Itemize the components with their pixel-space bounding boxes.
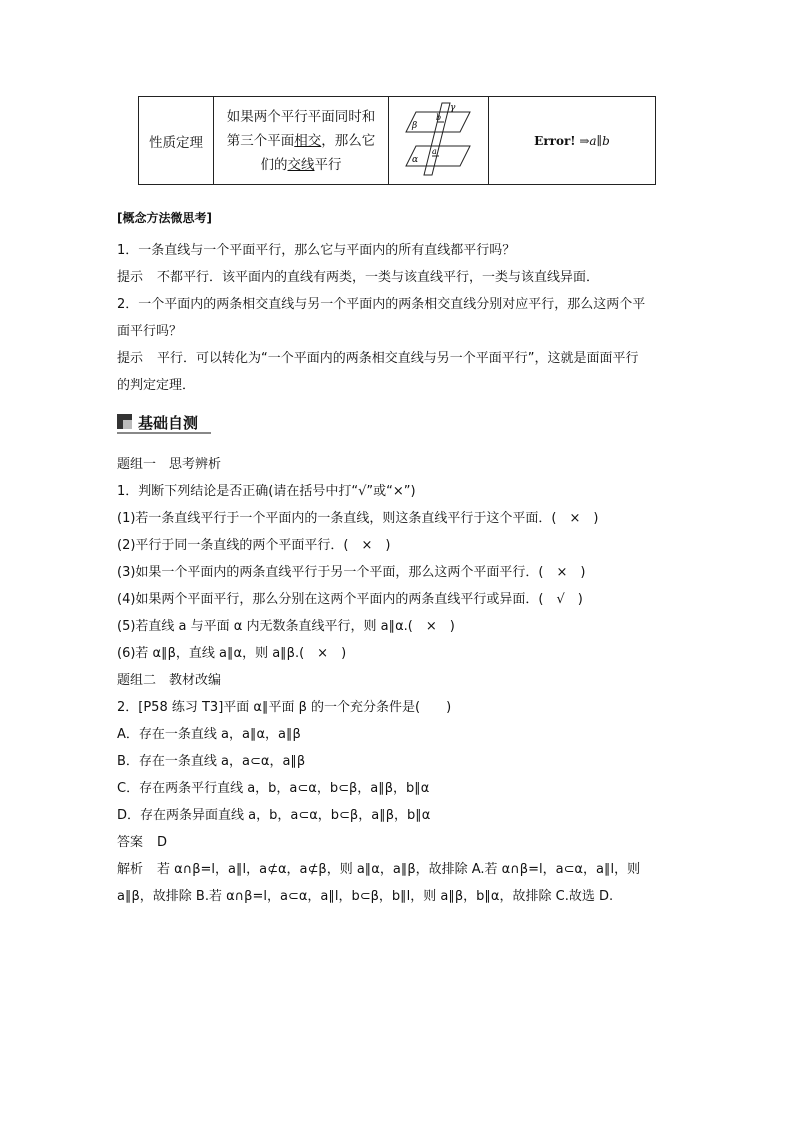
- concept-answer-1: [117, 266, 599, 285]
- group1-item: (4)如果两个平面平行，那么分别在这两个平面内的两条直线平行或异面．( √ ): [117, 592, 583, 607]
- theorem-symbolic-cell: [489, 97, 656, 185]
- group1-item: (6)若 α∥β，直线 a∥α，则 a∥β.( × ): [117, 646, 347, 661]
- statement-text: 们的: [260, 156, 288, 173]
- theorem-type-label: 性质定理: [149, 134, 203, 151]
- section-square-accent: [123, 420, 132, 429]
- group1-item: (1)若一条直线平行于一个平面内的一条直线，则这条直线平行于这个平面．( × ): [117, 511, 599, 526]
- property-theorem-table: [138, 96, 656, 185]
- concept-answer-2-line-2: 的判定定理．: [117, 378, 196, 393]
- concept-question-2-line-1: 2．一个平面内的两条相交直线与另一个平面内的两条相交直线分别对应平行，那么这两个平: [117, 297, 646, 312]
- analysis-line-1: [117, 858, 640, 877]
- label-gamma: γ: [449, 102, 455, 113]
- group1-item: (2)平行于同一条直线的两个平面平行．( × ): [117, 538, 391, 553]
- concept-question-2-line-2: 面平行吗？: [117, 324, 183, 339]
- analysis-label: 解析: [117, 862, 144, 877]
- statement-text: ，那么它: [321, 132, 376, 149]
- group1-item: (3)如果一个平面内的两条直线平行于另一个平面，那么这两个平面平行．( × ): [117, 565, 586, 580]
- statement-line-1: 如果两个平行平面同时和: [226, 108, 376, 125]
- hint-text: 平行．可以转化为“一个平面内的两条相交直线与另一个平面平行”，这就是面面平行: [157, 351, 639, 366]
- group1-item: (5)若直线 a 与平面 α 内无数条直线平行，则 a∥α.( × ): [117, 619, 455, 634]
- statement-text: 第三个平面: [226, 132, 295, 149]
- parallel-planes-figure: [404, 100, 474, 178]
- section-title: 基础自测: [138, 414, 199, 432]
- hint-label: 提示: [117, 270, 144, 285]
- statement-line-2: [214, 129, 388, 153]
- label-beta: β: [411, 120, 417, 131]
- option-b: B．存在一条直线 a，a⊂α，a∥β: [117, 754, 306, 769]
- section-heading: [117, 411, 211, 433]
- label-b: b: [435, 112, 441, 122]
- answer-value: D: [157, 835, 168, 850]
- option-c: C．存在两条平行直线 a，b，a⊂α，b⊂β，a∥β，b∥α: [117, 781, 430, 796]
- underlined-keyword: 交线: [287, 156, 315, 173]
- concept-question-1: 1．一条直线与一个平面平行，那么它与平面内的所有直线都平行吗？: [117, 243, 516, 258]
- theorem-statement-cell: [214, 97, 389, 185]
- analysis-text: 若 α∩β=l，a∥l，a⊄α，a⊄β，则 a∥α，a∥β，故排除 A.若 α∩β=l，a⊂α，a∥l，则: [157, 862, 641, 877]
- symbolic-conclusion: ⇒a∥b: [575, 133, 610, 148]
- hint-text: 不都平行．该平面内的直线有两类，一类与该直线平行，一类与该直线异面．: [157, 270, 600, 285]
- answer-label: 答案: [117, 835, 144, 850]
- option-d: D．存在两条异面直线 a，b，a⊂α，b⊂β，a∥β，b∥α: [117, 808, 431, 823]
- error-field: Error!: [534, 133, 576, 148]
- group2-title: 题组二 教材改编: [117, 673, 222, 688]
- hint-label: 提示: [117, 351, 144, 366]
- statement-text: 平行: [314, 156, 342, 173]
- theorem-figure-cell: [389, 97, 489, 185]
- table-row: [139, 97, 656, 185]
- concept-heading: [概念方法微思考]: [117, 211, 212, 225]
- group1-question: 1．判断下列结论是否正确(请在括号中打“√”或“×”): [117, 484, 416, 499]
- theorem-type-cell: [139, 97, 214, 185]
- section-underline: [117, 432, 211, 434]
- group2-question: 2．[P58 练习 T3]平面 α∥平面 β 的一个充分条件是( ): [117, 700, 452, 715]
- underlined-keyword: 相交: [294, 132, 322, 149]
- label-alpha: α: [411, 154, 418, 165]
- group1-title: 题组一 思考辨析: [117, 457, 222, 472]
- analysis-line-2: a∥β，故排除 B.若 α∩β=l，a⊂α，a∥l，b⊂β，b∥l，则 a∥β，b∥α，故排除 C.故选 D.: [117, 889, 614, 904]
- concept-answer-2: [117, 347, 639, 366]
- option-a: A．存在一条直线 a，a∥α，a∥β: [117, 727, 301, 742]
- statement-line-3: [214, 153, 388, 177]
- label-a: a: [431, 146, 437, 156]
- answer-line: [117, 831, 167, 850]
